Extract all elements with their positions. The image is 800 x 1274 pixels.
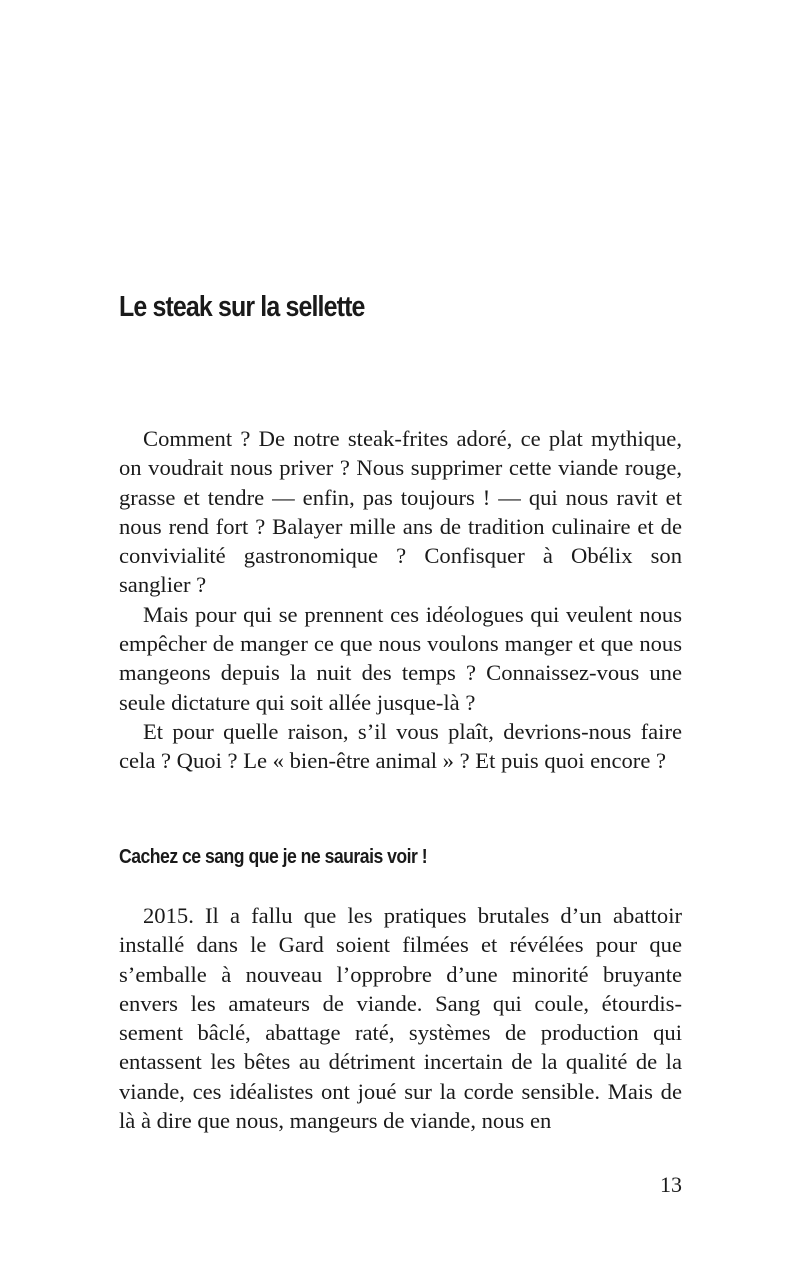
chapter-title: Le steak sur la sellette — [119, 291, 365, 323]
section-text — [119, 901, 682, 1135]
page-number: 13 — [660, 1172, 682, 1197]
paragraph: 2015. Il a fallu que les pratiques brutales d’un abattoir installé dans le Gard soient filmées et révélées pour que s’emballe à nouveau l’opprobre d’une minorité bruyante envers les amateurs de viande. Sang qui coule, étourdissement bâclé, abattage raté, systèmes de production qui entassent les bêtes au détriment incertain de la qualité de la viande, ces idéalistes ont joué sur la corde sensible. Mais de là à dire que nous, mangeurs de viande, nous en — [119, 903, 682, 1134]
paragraph: Comment ? De notre steak-frites adoré, ce plat mythique, on voudrait nous priver ? Nous supprimer cette viande rouge, grasse et tendre — enfin, pas toujours ! — qui nous ravit et nous rend fort ? Balayer mille ans de tradition culinaire et de convivialité gastronomique ? Confisquer à Obélix son sanglier ? — [119, 426, 682, 598]
paragraph: Mais pour qui se prennent ces idéologues qui veulent nous empêcher de manger ce que nous voulons manger et que nous mangeons depuis la nuit des temps ? Connaissez-vous une seule dictature qui soit allée jusque-là ? — [119, 601, 682, 715]
section-heading: Cachez ce sang que je ne saurais voir ! — [119, 845, 428, 868]
intro-text — [119, 424, 682, 776]
paragraph: Et pour quelle raison, s’il vous plaît, devrions-nous faire cela ? Quoi ? Le « bien-être animal » ? Et puis quoi encore ? — [119, 718, 682, 774]
